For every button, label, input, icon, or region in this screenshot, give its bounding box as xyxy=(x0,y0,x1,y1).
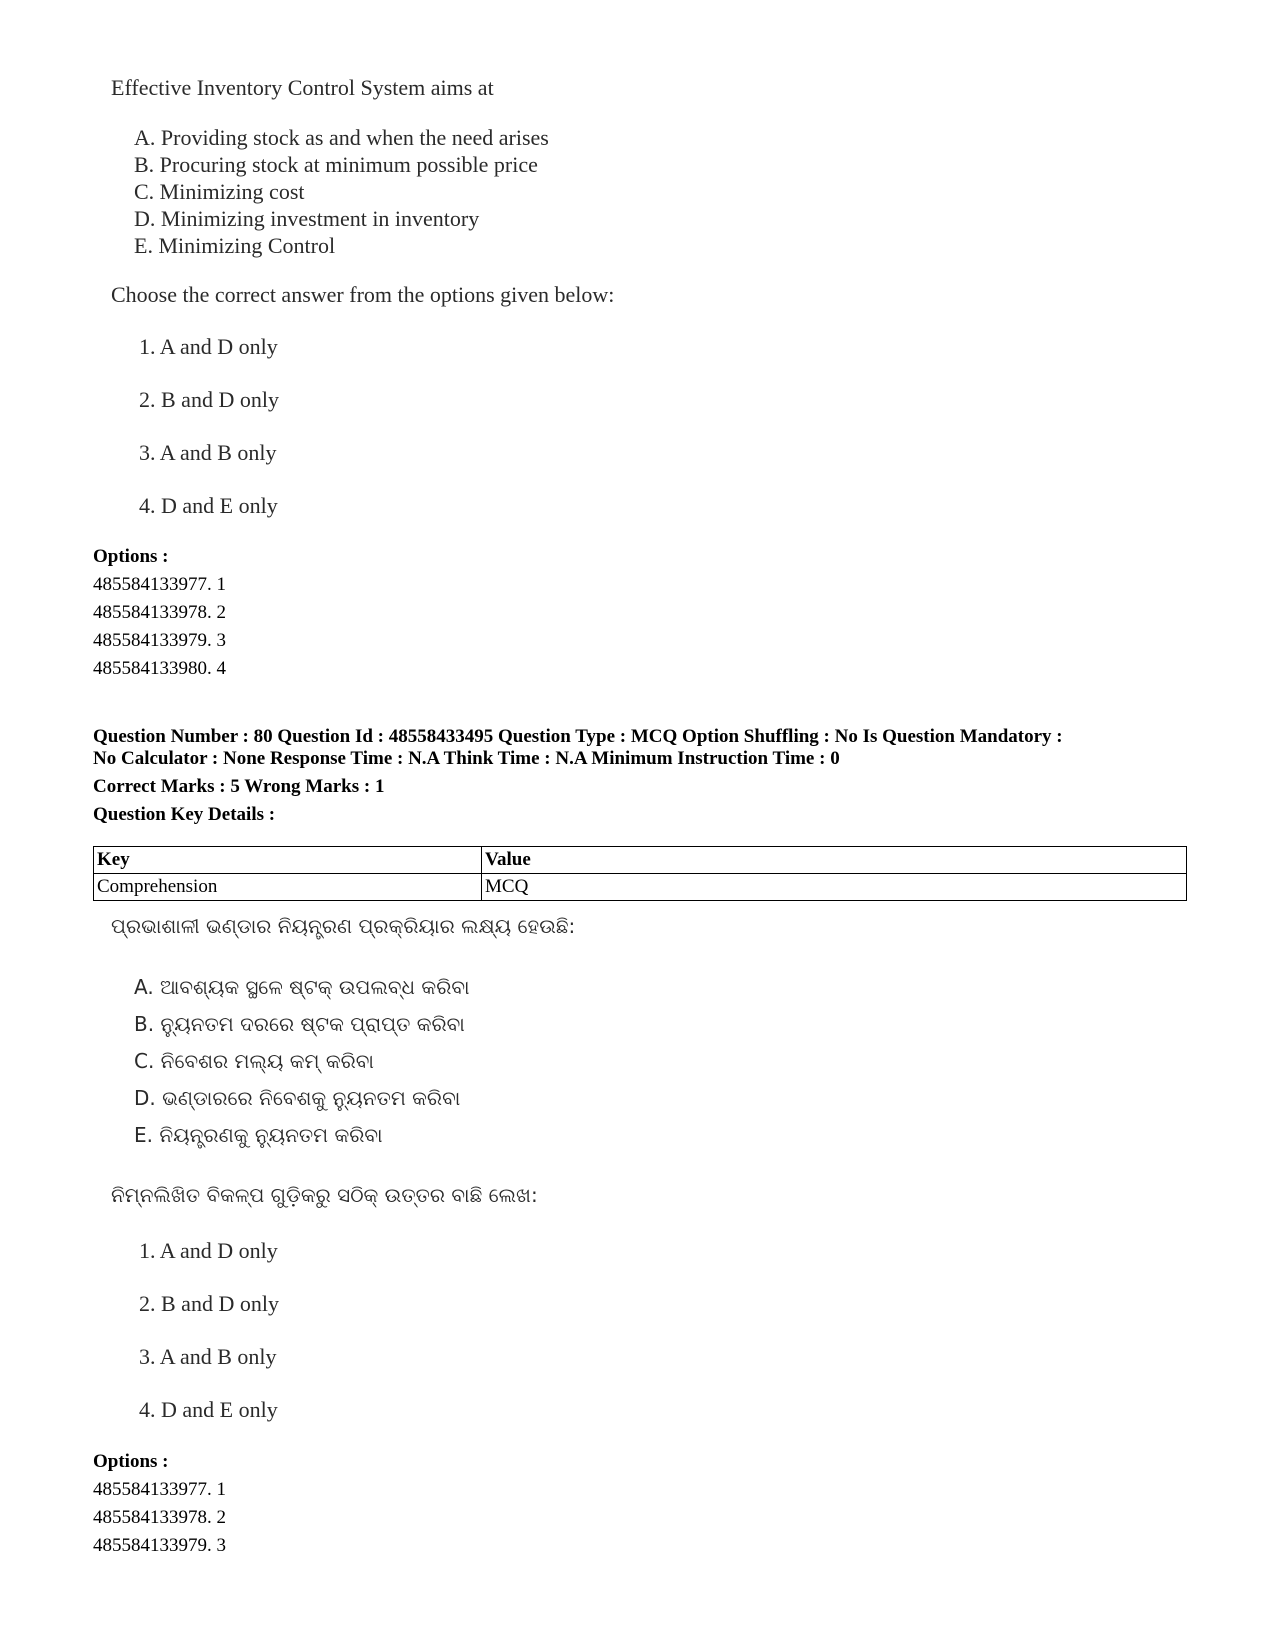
option-item: 485584133978. 2 xyxy=(93,1507,226,1528)
choice-3: 3. A and B only xyxy=(139,440,277,465)
statement-d: D. Minimizing investment in inventory xyxy=(134,206,480,231)
choice-1: 1. A and D only xyxy=(139,334,278,359)
question-meta-line2: No Calculator : None Response Time : N.A Think Time : N.A Minimum Instruction Time : 0 xyxy=(93,748,840,769)
choice-4: 4. D and E only xyxy=(139,1397,278,1422)
choice-3: 3. A and B only xyxy=(139,1344,277,1369)
option-item: 485584133977. 1 xyxy=(93,574,226,595)
question-stem-odia: ପ୍ରଭାଶାଳୀ ଭଣ୍ଡାର ନିୟନ୍ତ୍ରଣ ପ୍ରକ୍ରିୟାର ଲକ୍ଷ୍ୟ ହେଉଛି: xyxy=(111,914,576,938)
marks-line: Correct Marks : 5 Wrong Marks : 1 xyxy=(93,776,385,797)
option-item: 485584133979. 3 xyxy=(93,630,226,651)
statement-a-odia: A. ଆବଶ୍ୟକ ସ୍ଥଳେ ଷ୍ଟକ୍ ଉପଲବ୍ଧ କରିବା xyxy=(134,975,470,999)
table-header-row xyxy=(94,847,1187,874)
statement-c-odia: C. ନିବେଶର ମଲ୍ୟ କମ୍ କରିବା xyxy=(134,1049,374,1073)
statement-b: B. Procuring stock at minimum possible price xyxy=(134,152,538,177)
instruction-odia: ନିମ୍ନଲିଖିତ ବିକଳ୍ପ ଗୁଡ଼ିକରୁ ସଠିକ୍ ଉତ୍ତର ବାଛି ଲେଖ: xyxy=(111,1183,538,1207)
statement-c: C. Minimizing cost xyxy=(134,179,305,204)
table-cell-key: Comprehension xyxy=(94,874,482,901)
options-label: Options : xyxy=(93,1451,169,1472)
key-details-table xyxy=(93,846,1187,901)
table-header-key: Key xyxy=(94,847,482,874)
statement-a: A. Providing stock as and when the need arises xyxy=(134,125,549,150)
option-item: 485584133979. 3 xyxy=(93,1535,226,1556)
option-item: 485584133980. 4 xyxy=(93,658,226,679)
options-label: Options : xyxy=(93,546,169,567)
option-item: 485584133978. 2 xyxy=(93,602,226,623)
question-stem: Effective Inventory Control System aims at xyxy=(111,75,494,100)
table-cell-value: MCQ xyxy=(482,874,1187,901)
choice-2: 2. B and D only xyxy=(139,1291,279,1316)
statement-e-odia: E. ନିୟନ୍ତ୍ରଣକୁ ନ୍ୟୁନତମ କରିବା xyxy=(134,1123,383,1147)
instruction: Choose the correct answer from the options given below: xyxy=(111,282,615,307)
statement-d-odia: D. ଭଣ୍ଡାରରେ ନିବେଶକୁ ନ୍ୟୁନତମ କରିବା xyxy=(134,1086,461,1110)
option-item: 485584133977. 1 xyxy=(93,1479,226,1500)
choice-2: 2. B and D only xyxy=(139,387,279,412)
table-row xyxy=(94,874,1187,901)
choice-1: 1. A and D only xyxy=(139,1238,278,1263)
key-details-label: Question Key Details : xyxy=(93,804,276,825)
question-meta-line1: Question Number : 80 Question Id : 48558433495 Question Type : MCQ Option Shuffling : No Is Question Mandatory : xyxy=(93,726,1063,747)
statement-e: E. Minimizing Control xyxy=(134,233,336,258)
statement-b-odia: B. ନ୍ୟୁନତମ ଦରରେ ଷ୍ଟକ ପ୍ରାପ୍ତ କରିବା xyxy=(134,1012,465,1036)
choice-4: 4. D and E only xyxy=(139,493,278,518)
table-header-value: Value xyxy=(482,847,1187,874)
